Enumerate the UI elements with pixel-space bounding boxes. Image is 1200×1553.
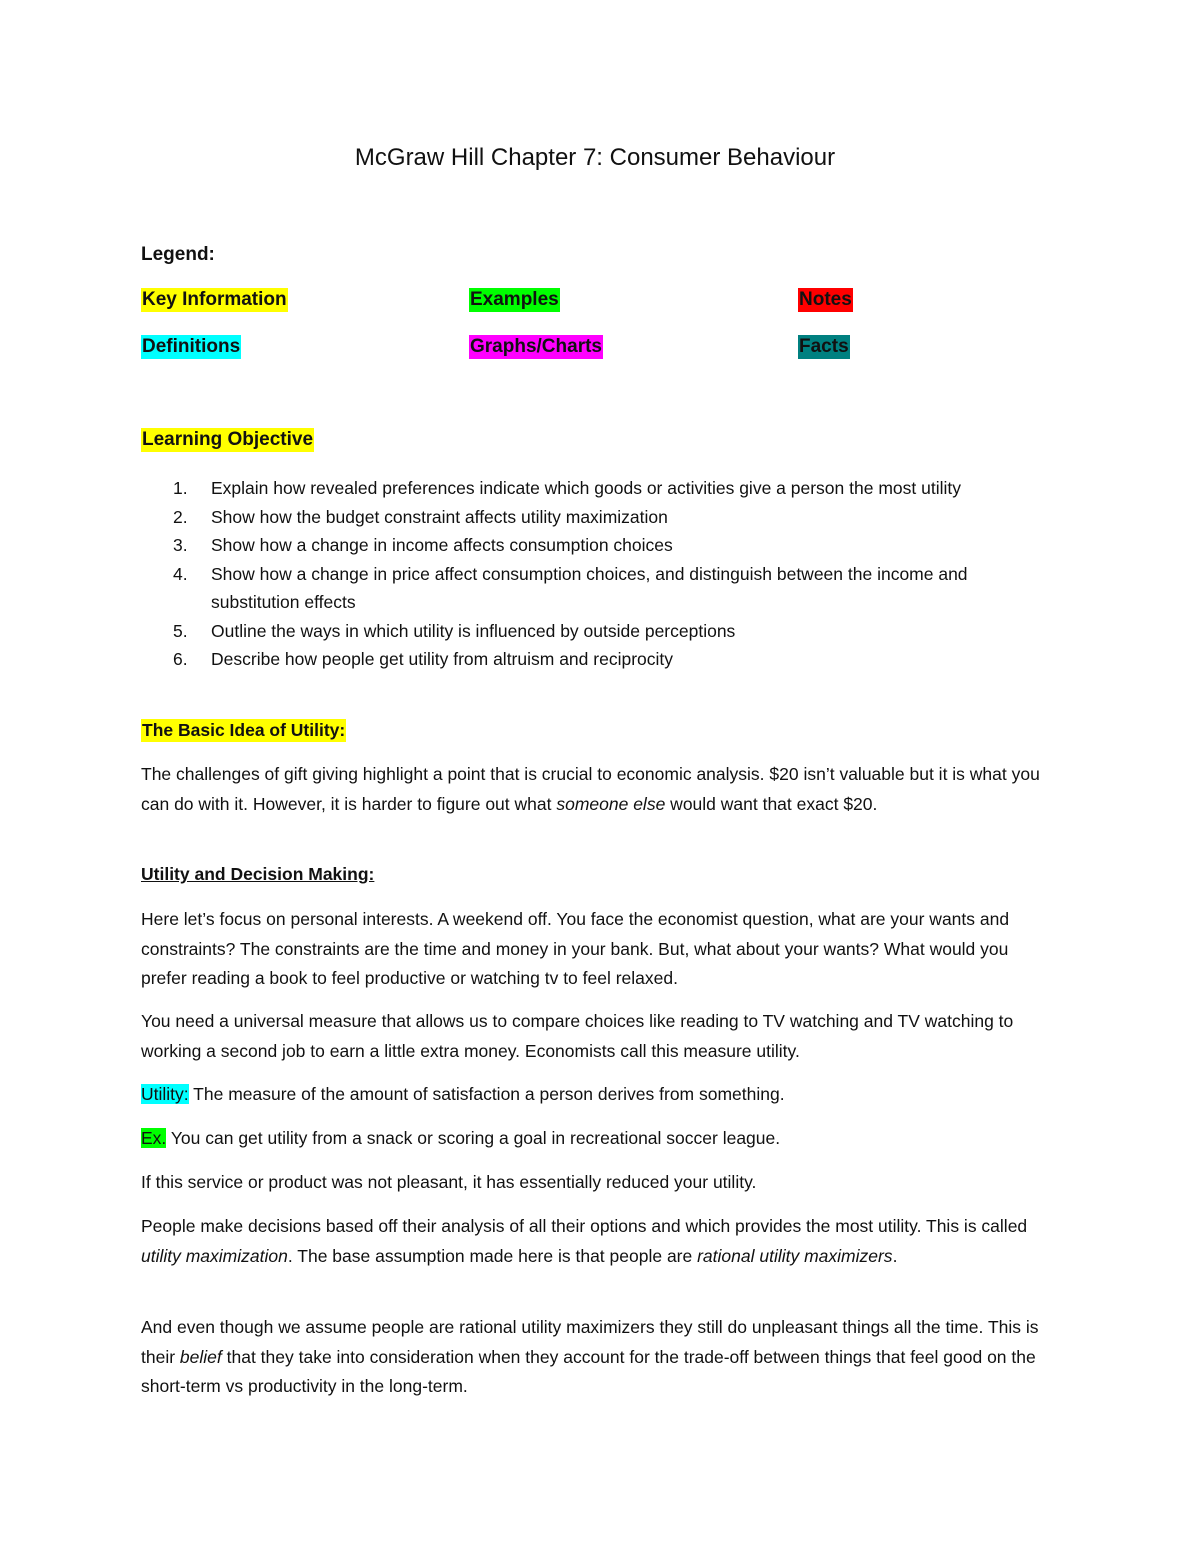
decision-paragraph-4 [141, 1212, 1056, 1271]
objective-number: 5. [173, 620, 188, 641]
objective-text: Show how a change in income affects consumption choices [211, 535, 673, 555]
text-run: that they take into consideration when they account for the trade-off between things that feel good on the short-term vs productivity in the long-term. [141, 1346, 1036, 1396]
example-label: Ex. [141, 1128, 167, 1148]
definition-text: The measure of the amount of satisfaction a person derives from something. [188, 1084, 785, 1104]
objective-text: Show how the budget constraint affects utility maximization [211, 506, 668, 527]
basic-idea-heading: The Basic Idea of Utility: [142, 720, 346, 740]
basic-idea-paragraph [141, 760, 1056, 819]
emphasis-text: rational utility maximizers [697, 1245, 893, 1266]
legend-key-information: Key Information [142, 289, 287, 310]
objective-text: Outline the ways in which utility is influenced by outside perceptions [211, 620, 736, 641]
legend-graphs-charts: Graphs/Charts [470, 336, 602, 357]
emphasis-text: belief [179, 1346, 222, 1367]
objective-item [141, 617, 1041, 646]
text-run: People make decisions based off their analysis of all their options and which provides the most utility. This is called [141, 1216, 1028, 1236]
learning-objective-list [141, 474, 1041, 674]
utility-example [141, 1124, 1056, 1154]
objective-number: 6. [173, 649, 188, 669]
definition-label: Utility: [141, 1084, 189, 1104]
legend-label: Legend: [141, 244, 215, 265]
objective-item [141, 531, 1041, 560]
text-run: The challenges of gift giving highlight a point that is crucial to economic analysis. $20 isn’t valuable but it is what you can do with it. However, it is harder to figure out what [141, 764, 1040, 814]
text-run: And even though we assume people are rational utility maximizers they still do unpleasant things all the time. This is their [141, 1317, 1039, 1367]
text-run: . The base assumption made here is that people are [287, 1245, 698, 1266]
decision-paragraph-2: You need a universal measure that allows us to compare choices like reading to TV watching and TV watching to working a second job to earn a little extra money. Economists call this measure utility. [141, 1011, 1014, 1061]
decision-paragraph-1: Here let’s focus on personal interests. A weekend off. You face the economist question, what are your wants and constraints? The constraints are the time and money in your bank. But, what about your wants? What would you prefer reading a book to feel productive or watching tv to feel relaxed. [141, 909, 1010, 988]
legend-examples: Examples [470, 289, 559, 310]
emphasis-text: utility maximization [141, 1245, 288, 1266]
objective-text: Describe how people get utility from altruism and reciprocity [211, 649, 673, 669]
objective-number: 3. [173, 535, 188, 555]
emphasis-text: someone else [556, 793, 666, 814]
objective-item [141, 503, 1041, 532]
objective-item [141, 474, 1041, 503]
legend-notes: Notes [799, 289, 852, 310]
objective-number: 2. [173, 506, 188, 527]
objective-text: Explain how revealed preferences indicate which goods or activities give a person the most utility [211, 478, 961, 498]
objective-text: Show how a change in price affect consumption choices, and distinguish between the income and substitution effects [211, 563, 968, 612]
decision-paragraph-3: If this service or product was not pleasant, it has essentially reduced your utility. [141, 1172, 757, 1192]
objective-item [141, 645, 1041, 674]
legend-facts: Facts [799, 336, 849, 357]
decision-making-heading: Utility and Decision Making: [141, 864, 375, 884]
legend-definitions: Definitions [142, 336, 241, 357]
document-title: McGraw Hill Chapter 7: Consumer Behaviour [354, 144, 836, 171]
objective-number: 1. [173, 478, 188, 498]
objective-number: 4. [173, 563, 188, 584]
learning-objective-heading: Learning Objective [142, 429, 314, 450]
text-run: would want that exact $20. [665, 793, 878, 814]
utility-definition [141, 1080, 1056, 1110]
example-text: You can get utility from a snack or scoring a goal in recreational soccer league. [166, 1128, 781, 1148]
decision-paragraph-5 [141, 1313, 1056, 1402]
text-run: . [892, 1245, 898, 1266]
objective-item [141, 560, 1041, 617]
